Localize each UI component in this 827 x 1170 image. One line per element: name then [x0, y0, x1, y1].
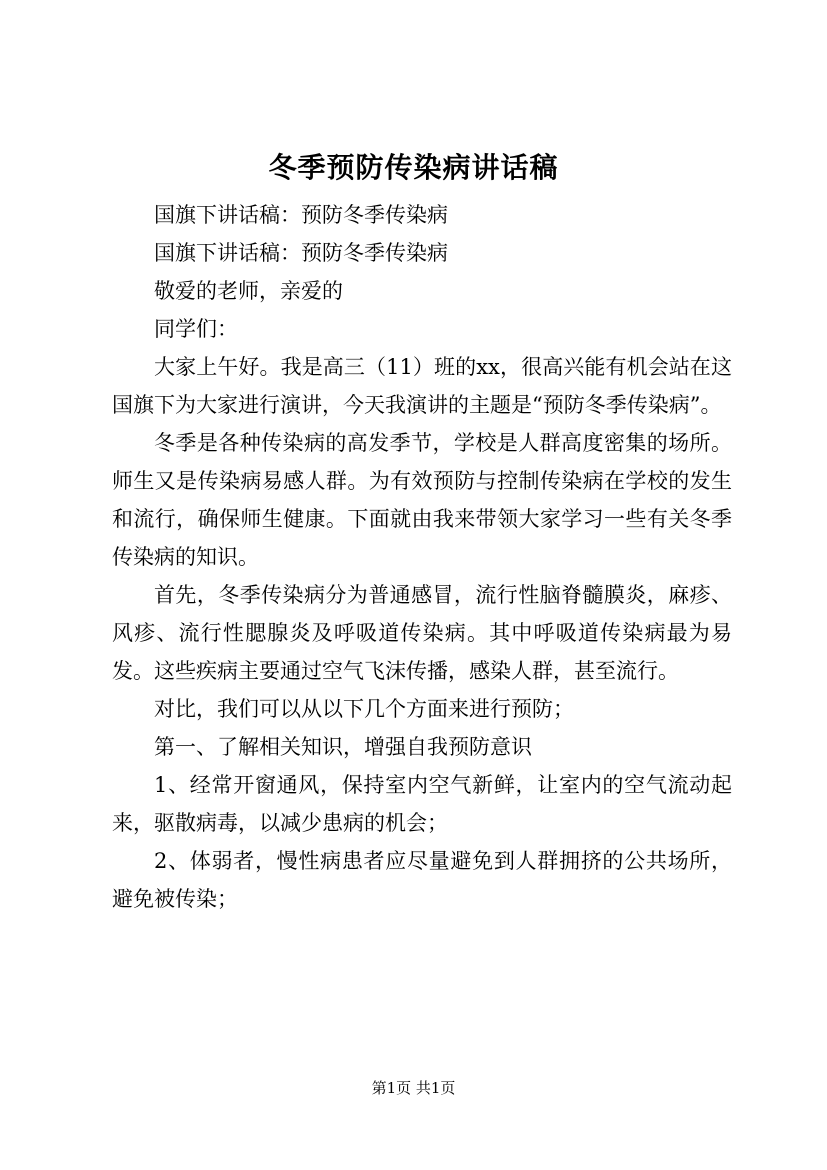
paragraph-intro: 大家上午好。我是高三（11）班的xx，很高兴能有机会站在这国旗下为大家进行演讲，今天我演讲的主题是“预防冬季传染病”。 — [112, 355, 732, 417]
paragraph-heading-2: 国旗下讲话稿：预防冬季传染病 — [154, 241, 448, 265]
page-number-footer: 第1页 共1页 — [371, 1079, 456, 1097]
paragraph-prevention: 对比，我们可以从以下几个方面来进行预防； — [154, 697, 574, 721]
paragraph-item-2: 2、体弱者，慢性病患者应尽量避免到人群拥挤的公共场所，避免被传染； — [112, 849, 732, 911]
document-title: 冬季预防传染病讲话稿 — [268, 151, 559, 184]
paragraph-section-1: 第一、了解相关知识，增强自我预防意识 — [154, 735, 532, 759]
paragraph-diseases: 首先，冬季传染病分为普通感冒，流行性脑脊髓膜炎，麻疹、风疹、流行性腮腺炎及呼吸道传染病。其中呼吸道传染病最为易发。这些疾病主要通过空气飞沫传播，感染人群，甚至流行。 — [112, 583, 732, 683]
paragraph-item-1: 1、经常开窗通风，保持室内空气新鲜，让室内的空气流动起来，驱散病毒，以减少患病的机会； — [112, 773, 732, 835]
paragraph-heading-1: 国旗下讲话稿：预防冬季传染病 — [154, 203, 448, 227]
paragraph-winter: 冬季是各种传染病的高发季节，学校是人群高度密集的场所。师生又是传染病易感人群。为有效预防与控制传染病在学校的发生和流行，确保师生健康。下面就由我来带领大家学习一些有关冬季传染病的知识。 — [112, 431, 732, 569]
paragraph-salutation-2: 同学们： — [154, 317, 238, 341]
document-body — [112, 196, 732, 918]
paragraph-salutation: 敬爱的老师，亲爱的 — [154, 279, 343, 303]
